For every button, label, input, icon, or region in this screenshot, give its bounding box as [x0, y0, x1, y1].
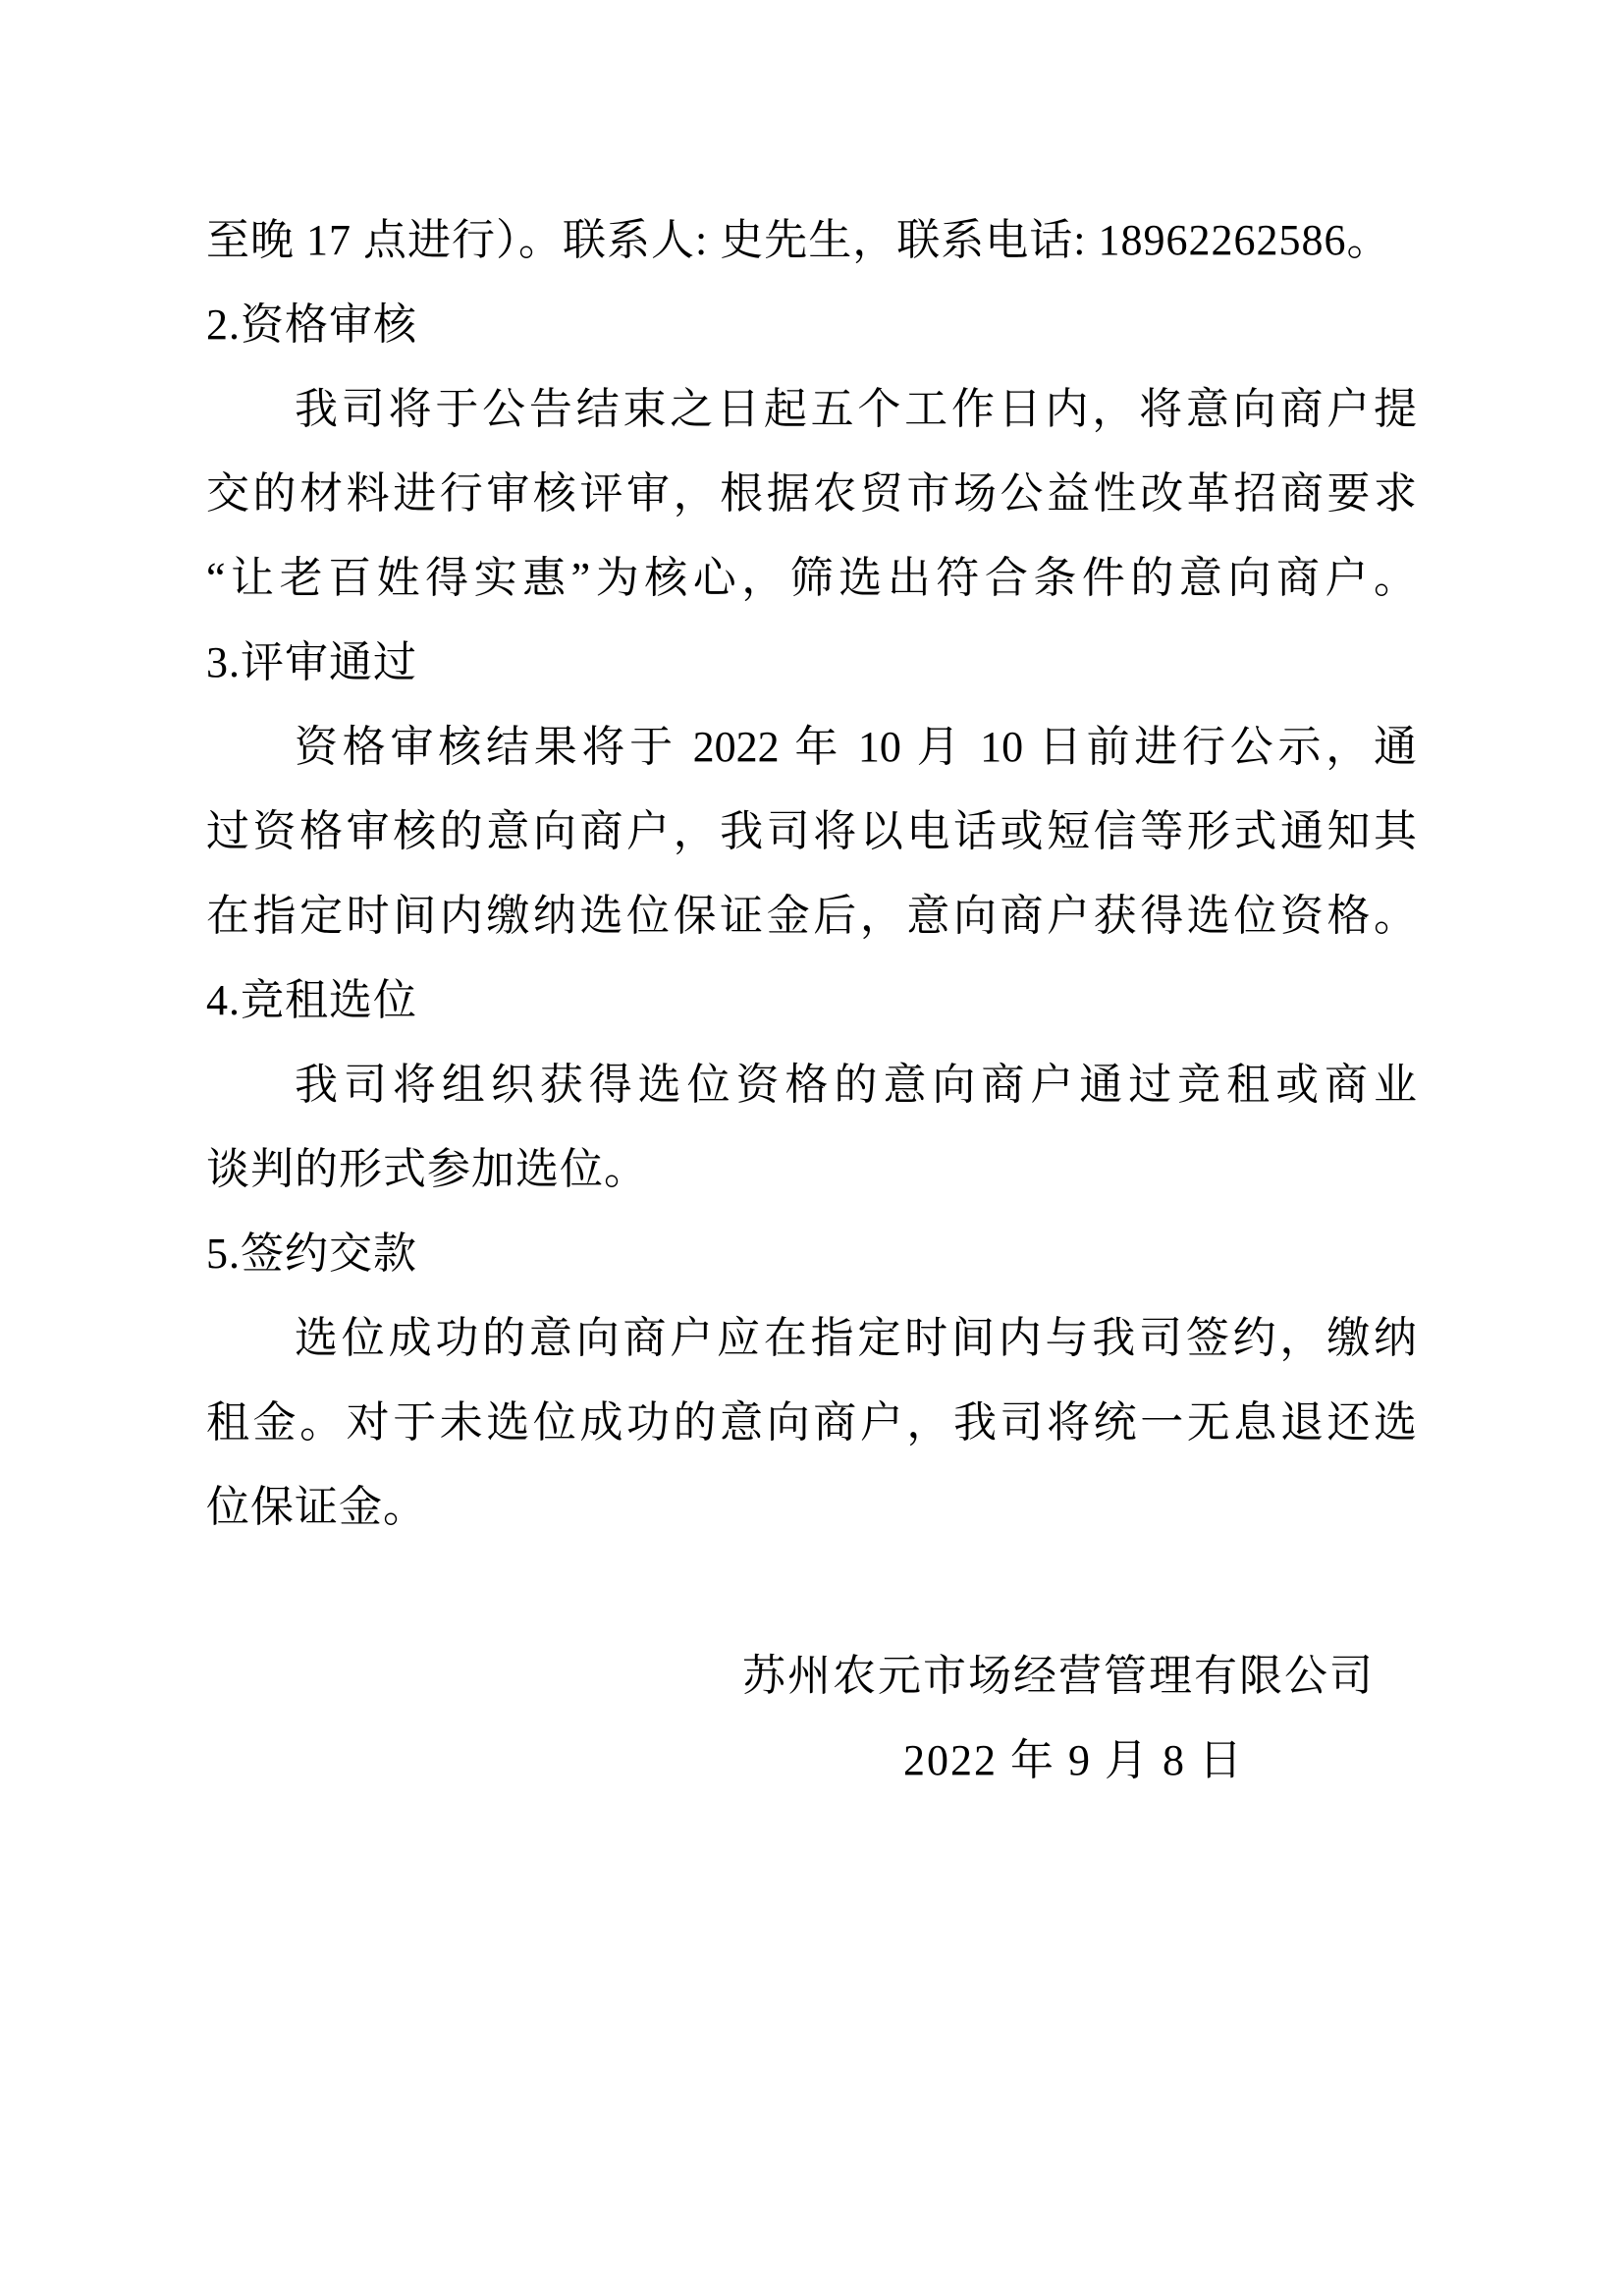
- document-line: 过资格审核的意向商户，我司将以电话或短信等形式通知其: [206, 807, 1417, 855]
- document-line: 位保证金。: [206, 1483, 427, 1531]
- document-body: [206, 198, 1417, 1803]
- document-line: 我司将于公告结束之日起五个工作日内，将意向商户提: [295, 385, 1417, 433]
- document-line: 租金。对于未选位成功的意向商户，我司将统一无息退还选: [206, 1398, 1417, 1447]
- section-heading-2: 2.资格审核: [206, 301, 417, 349]
- signature-date: 2022 年 9 月 8 日: [903, 1736, 1244, 1784]
- section-heading-5: 5.签约交款: [206, 1230, 417, 1278]
- signature-company: 苏州农元市场经营管理有限公司: [742, 1652, 1375, 1700]
- document-line: 资格审核结果将于 2022 年 10 月 10 日前进行公示，通: [295, 723, 1417, 771]
- document-line: 选位成功的意向商户应在指定时间内与我司签约，缴纳: [295, 1314, 1417, 1362]
- document-line: “让老百姓得实惠”为核心，筛选出符合条件的意向商户。: [206, 554, 1417, 602]
- document-line: 交的材料进行审核评审，根据农贸市场公益性改革招商要求: [206, 469, 1417, 518]
- document-line: 谈判的形式参加选位。: [206, 1145, 648, 1193]
- document-line: 我司将组织获得选位资格的意向商户通过竞租或商业: [295, 1061, 1417, 1109]
- document-line: 至晚 17 点进行）。联系人: 史先生，联系电话: 18962262586。: [206, 216, 1391, 264]
- section-heading-4: 4.竞租选位: [206, 976, 417, 1024]
- section-heading-3: 3.评审通过: [206, 638, 417, 686]
- document-line: 在指定时间内缴纳选位保证金后，意向商户获得选位资格。: [206, 892, 1417, 940]
